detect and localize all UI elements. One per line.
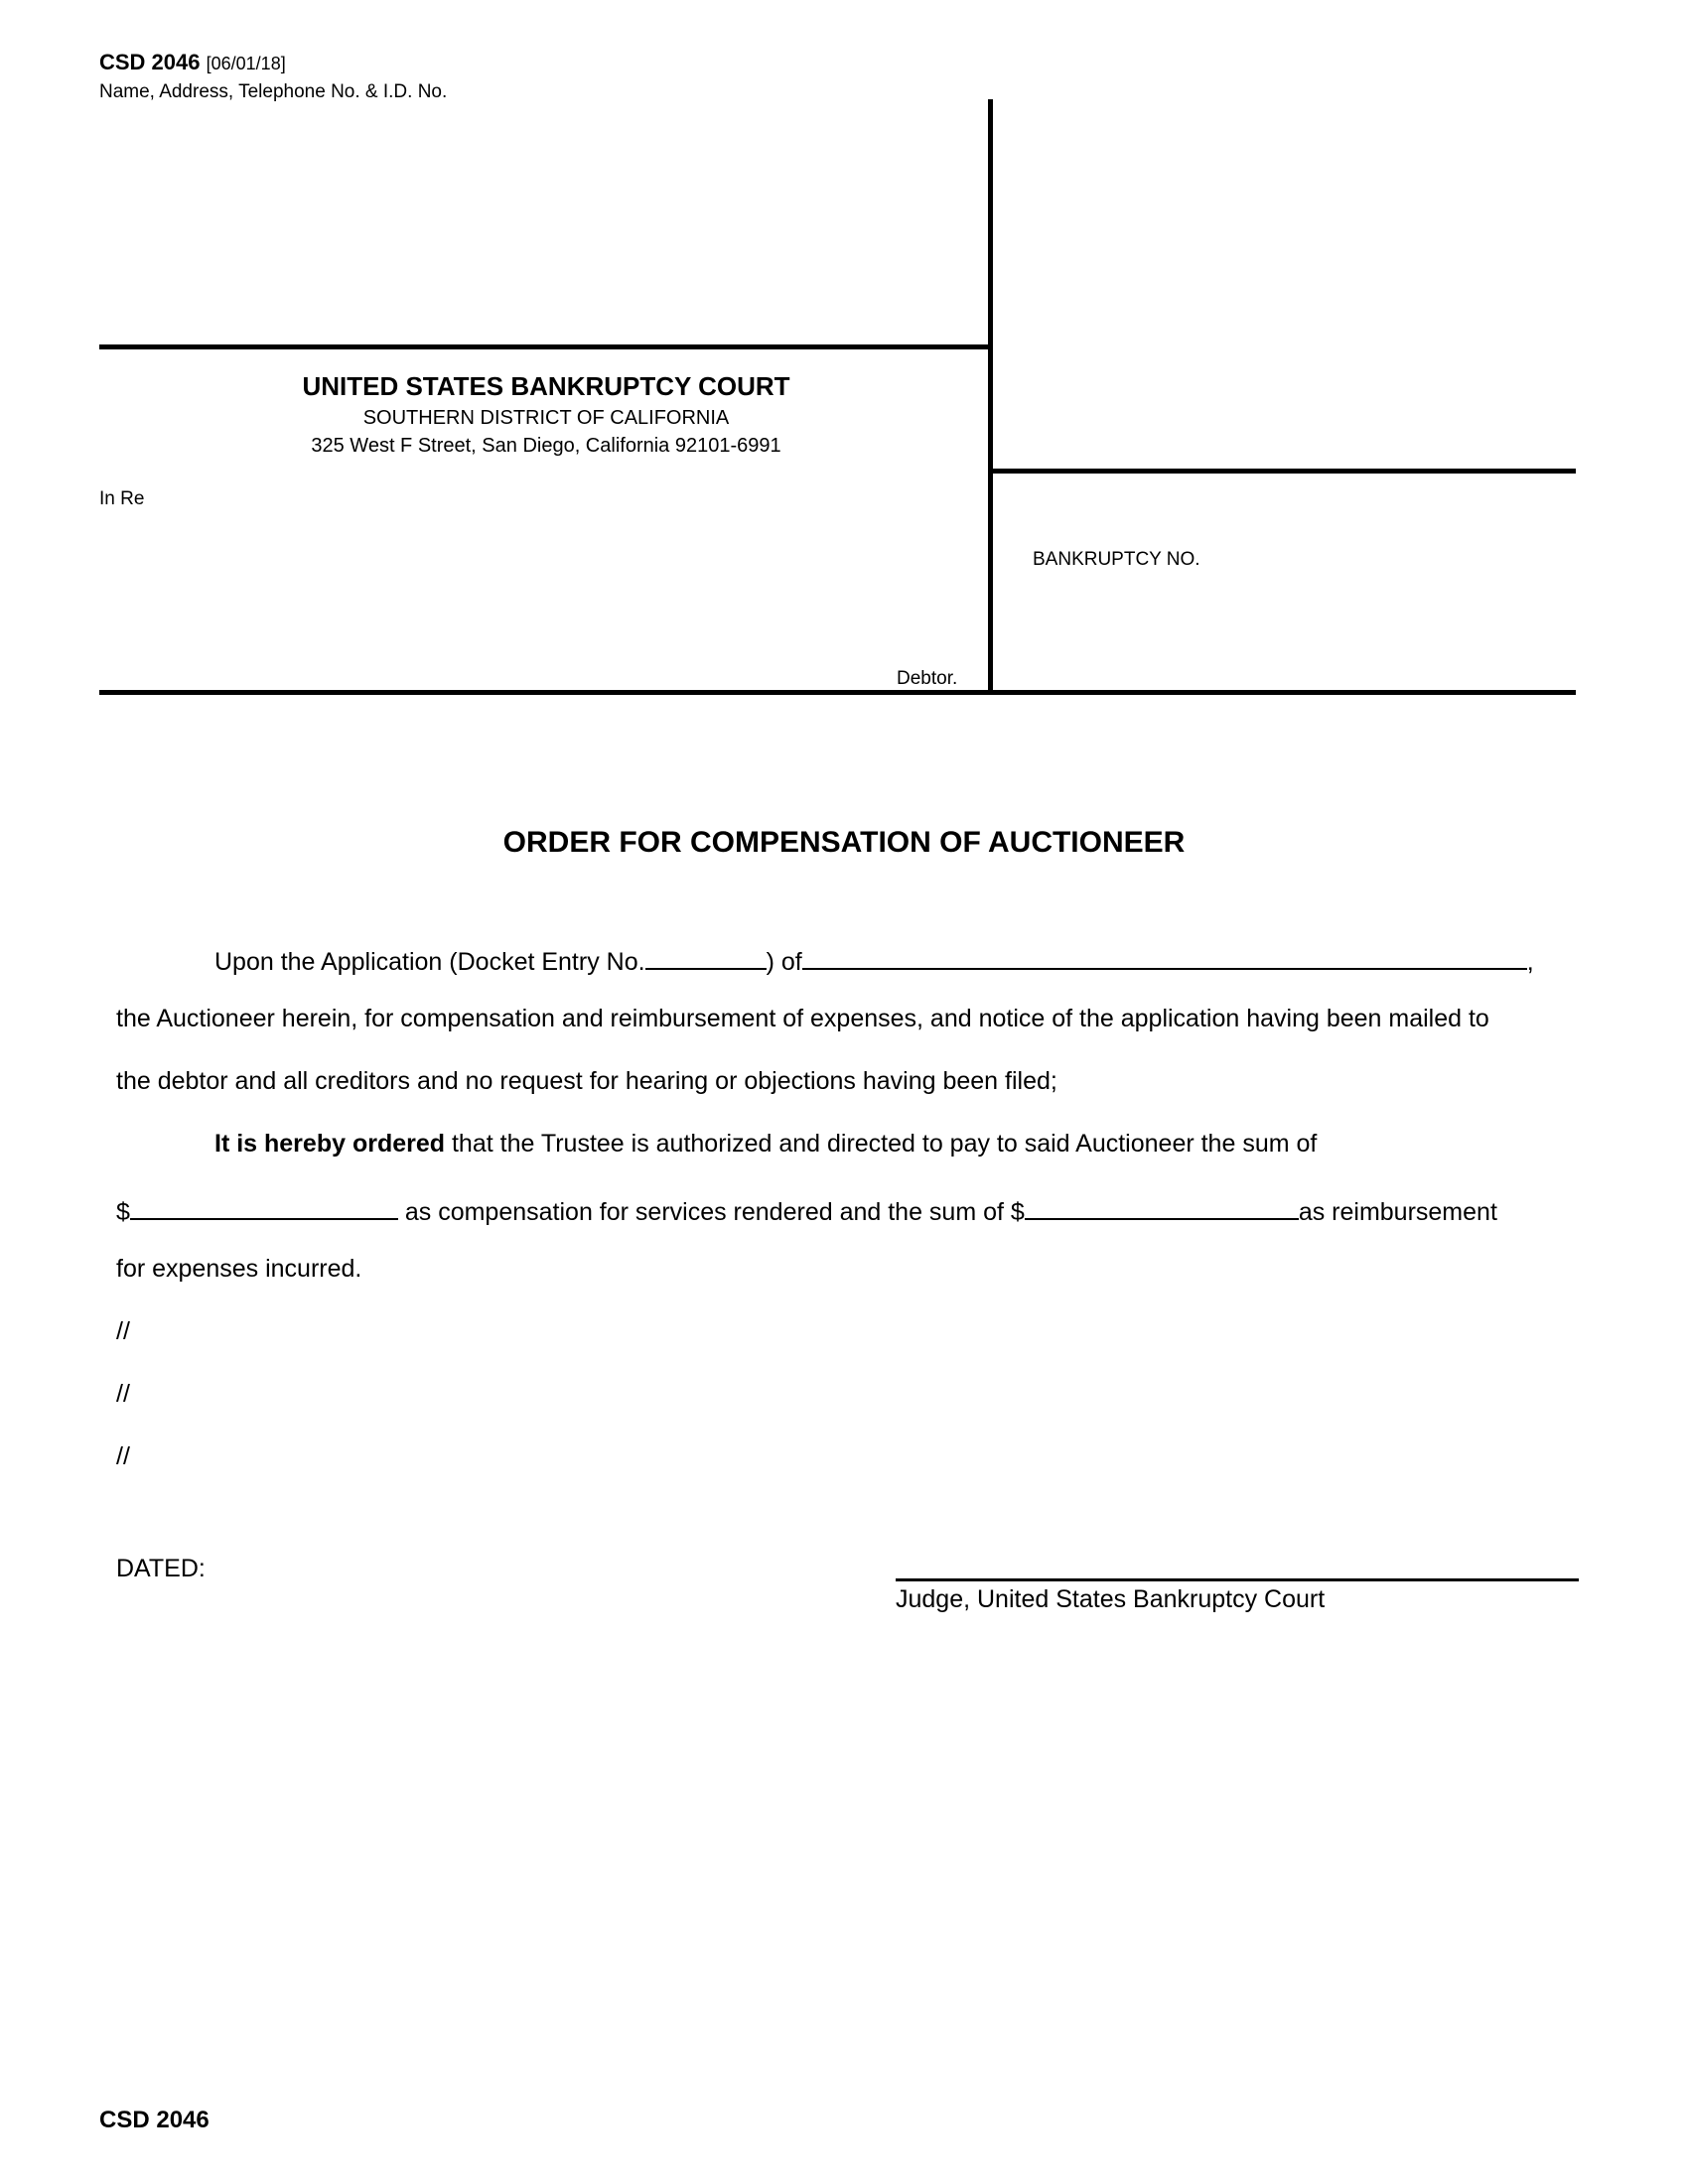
docket-entry-blank[interactable] <box>645 942 767 970</box>
dated-label: DATED: <box>116 1555 206 1582</box>
judge-signature-line[interactable] <box>896 1578 1579 1581</box>
reimbursement-amount-blank[interactable] <box>1025 1192 1299 1220</box>
of-text: ) of <box>766 948 802 976</box>
court-box-bottom-rule <box>988 469 1576 474</box>
order-title: ORDER FOR COMPENSATION OF AUCTIONEER <box>502 826 1186 859</box>
form-code-header <box>99 50 286 75</box>
paragraph-2-line-1 <box>214 1130 1317 1159</box>
caption-bottom-rule <box>99 690 1576 695</box>
judge-signature-label: Judge, United States Bankruptcy Court <box>896 1585 1326 1613</box>
paragraph-2-line-3: for expenses incurred. <box>116 1255 362 1283</box>
attorney-box-bottom-rule <box>99 344 988 349</box>
compensation-amount-blank[interactable] <box>130 1192 398 1220</box>
court-title: UNITED STATES BANKRUPTCY COURT <box>302 371 790 401</box>
court-address: 325 West F Street, San Diego, California 92101-6991 <box>311 435 781 457</box>
ordered-rest-text: that the Trustee is authorized and directed to pay to said Auctioneer the sum of <box>445 1130 1318 1158</box>
ordered-bold-text: It is hereby ordered <box>214 1130 446 1158</box>
reimbursement-text: as reimbursement <box>1298 1198 1497 1226</box>
footer-form-code: CSD 2046 <box>99 2107 210 2133</box>
auctioneer-name-blank[interactable] <box>802 942 1527 970</box>
application-text: Upon the Application (Docket Entry No. <box>214 948 645 976</box>
court-district: SOUTHERN DISTRICT OF CALIFORNIA <box>362 407 730 429</box>
in-re-label: In Re <box>99 488 145 509</box>
form-revision: [06/01/18] <box>206 54 286 73</box>
compensation-text: as compensation for services rendered and the sum of $ <box>397 1198 1025 1226</box>
paragraph-1-line-2: the Auctioneer herein, for compensation and reimbursement of expenses, and notice of the application having been mailed to <box>116 1005 1489 1032</box>
dollar-sign-1: $ <box>116 1198 130 1226</box>
continuation-slash-2: // <box>116 1380 130 1408</box>
paragraph-1-line-1 <box>214 942 1534 977</box>
paragraph-1-line-3: the debtor and all creditors and no request for hearing or objections having been filed; <box>116 1067 1057 1095</box>
form-code: CSD 2046 <box>99 50 201 74</box>
debtor-label: Debtor. <box>897 668 958 689</box>
continuation-slash-3: // <box>116 1442 130 1470</box>
comma-text: , <box>1526 948 1534 976</box>
bankruptcy-number-label: BANKRUPTCY NO. <box>1033 549 1200 570</box>
name-address-label: Name, Address, Telephone No. & I.D. No. <box>99 81 448 102</box>
paragraph-2-line-2 <box>116 1192 1497 1227</box>
continuation-slash-1: // <box>116 1317 130 1345</box>
